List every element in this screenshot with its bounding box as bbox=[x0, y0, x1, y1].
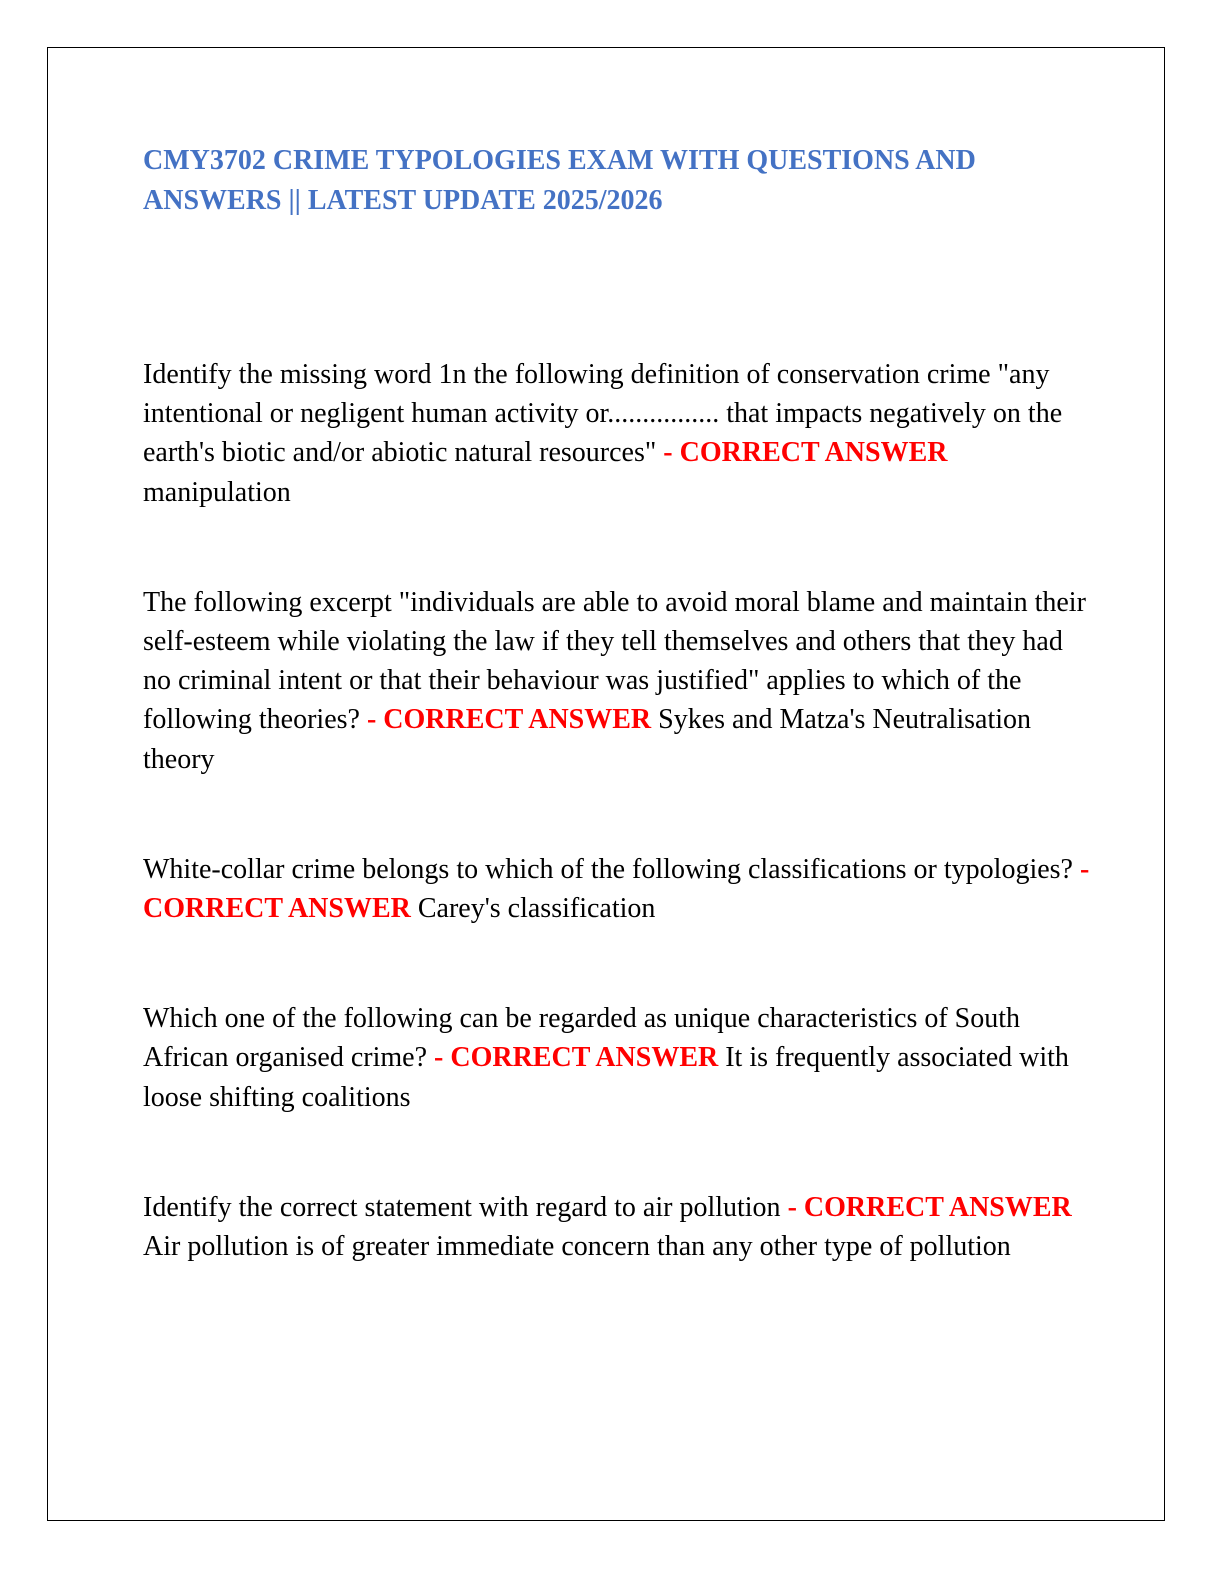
answer-text: manipulation bbox=[143, 476, 291, 508]
answer-text: Air pollution is of greater immediate concern than any other type of pollution bbox=[143, 1231, 1011, 1263]
correct-answer-marker: - CORRECT ANSWER bbox=[434, 1042, 719, 1074]
qa-item bbox=[143, 850, 1093, 928]
question-text: The following excerpt "individuals are able to avoid moral blame and maintain their self-esteem while violating the law if they tell themselves and others that they had no criminal intent or that their behaviour was justified" applies to which of the following theories? bbox=[143, 586, 1086, 736]
question-text: White-collar crime belongs to which of the following classifications or typologies? bbox=[143, 853, 1073, 885]
question-text: Identify the missing word 1n the following definition of conservation crime "any intentional or negligent human activity or................ that impacts negatively on the earth's biotic and/or abiotic natural resources" bbox=[143, 359, 1063, 469]
document-body bbox=[143, 141, 1093, 1337]
question-text: Identify the correct statement with regard to air pollution bbox=[143, 1191, 781, 1223]
qa-item bbox=[143, 1188, 1093, 1266]
qa-list bbox=[143, 355, 1093, 1266]
document-title: CMY3702 CRIME TYPOLOGIES EXAM WITH QUESTIONS AND ANSWERS || LATEST UPDATE 2025/2026 bbox=[143, 145, 976, 216]
correct-answer-marker: - CORRECT ANSWER bbox=[787, 1191, 1072, 1223]
question-text: Which one of the following can be regarded as unique characteristics of South African organised crime? bbox=[143, 1003, 1021, 1074]
answer-text: It is frequently associated with loose shifting coalitions bbox=[143, 1042, 1069, 1113]
qa-item bbox=[143, 583, 1093, 779]
answer-text: Carey's classification bbox=[417, 893, 656, 925]
correct-answer-marker: - CORRECT ANSWER bbox=[143, 853, 1090, 925]
qa-item bbox=[143, 999, 1093, 1117]
correct-answer-marker: - CORRECT ANSWER bbox=[366, 704, 652, 736]
correct-answer-marker: - CORRECT ANSWER bbox=[663, 437, 948, 469]
qa-item bbox=[143, 355, 1093, 512]
answer-text: Sykes and Matza's Neutralisation theory bbox=[143, 704, 1032, 775]
